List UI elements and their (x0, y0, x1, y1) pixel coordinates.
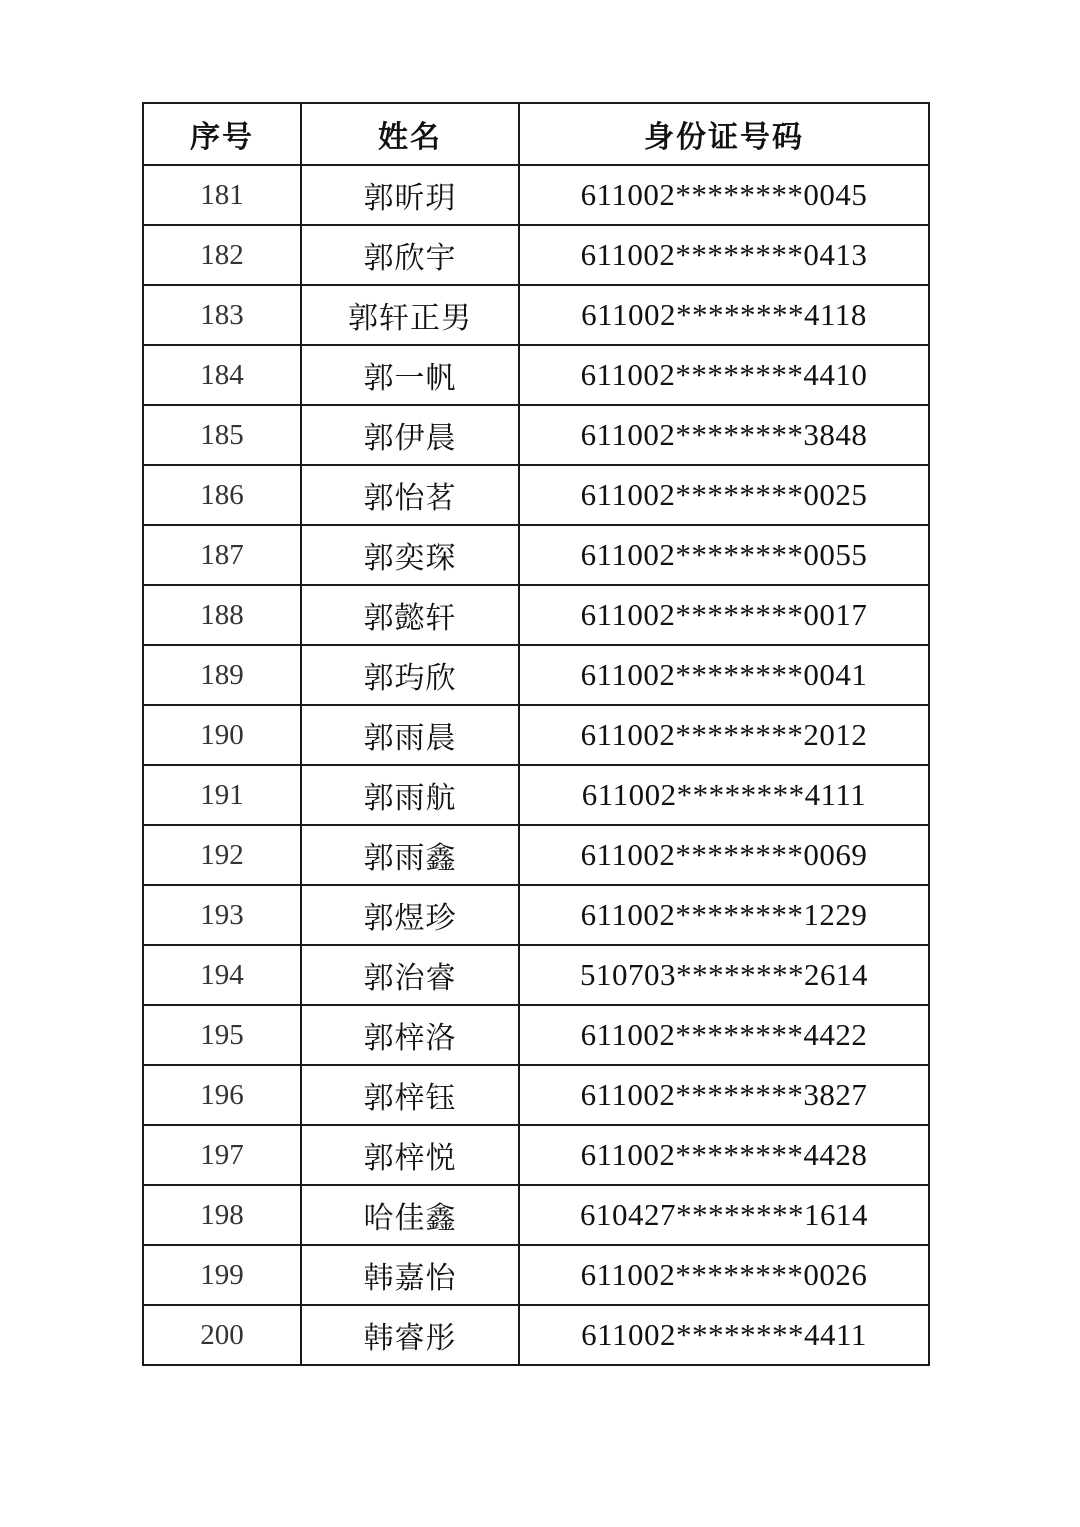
table-row (143, 525, 929, 585)
name-cell: 郭轩正男 (301, 285, 519, 345)
name-cell: 郭欣宇 (301, 225, 519, 285)
table-row (143, 645, 929, 705)
table-row (143, 885, 929, 945)
name-cell: 郭玙欣 (301, 645, 519, 705)
seq-cell: 186 (143, 465, 301, 525)
name-cell: 郭雨航 (301, 765, 519, 825)
seq-cell: 193 (143, 885, 301, 945)
header-name: 姓名 (301, 103, 519, 165)
table-row (143, 945, 929, 1005)
table-row (143, 225, 929, 285)
table-row (143, 825, 929, 885)
table-body (143, 165, 929, 1365)
name-cell: 韩睿彤 (301, 1305, 519, 1365)
seq-cell: 181 (143, 165, 301, 225)
name-cell: 郭怡茗 (301, 465, 519, 525)
id-number-cell: 611002********2012 (519, 705, 929, 765)
roster-table (142, 102, 930, 1366)
seq-cell: 199 (143, 1245, 301, 1305)
id-number-cell: 610427********1614 (519, 1185, 929, 1245)
id-number-cell: 611002********0045 (519, 165, 929, 225)
id-number-cell: 510703********2614 (519, 945, 929, 1005)
table-row (143, 1245, 929, 1305)
table-row (143, 1185, 929, 1245)
table-row (143, 765, 929, 825)
table-row (143, 585, 929, 645)
table-row (143, 405, 929, 465)
id-number-cell: 611002********4411 (519, 1305, 929, 1365)
seq-cell: 182 (143, 225, 301, 285)
name-cell: 郭煜珍 (301, 885, 519, 945)
seq-cell: 185 (143, 405, 301, 465)
name-cell: 郭雨晨 (301, 705, 519, 765)
name-cell: 郭梓洛 (301, 1005, 519, 1065)
name-cell: 郭雨鑫 (301, 825, 519, 885)
seq-cell: 191 (143, 765, 301, 825)
seq-cell: 184 (143, 345, 301, 405)
seq-cell: 189 (143, 645, 301, 705)
id-number-cell: 611002********0069 (519, 825, 929, 885)
table-row (143, 345, 929, 405)
header-id-number: 身份证号码 (519, 103, 929, 165)
id-number-cell: 611002********0041 (519, 645, 929, 705)
name-cell: 郭梓钰 (301, 1065, 519, 1125)
name-cell: 郭一帆 (301, 345, 519, 405)
seq-cell: 195 (143, 1005, 301, 1065)
name-cell: 郭昕玥 (301, 165, 519, 225)
id-number-cell: 611002********1229 (519, 885, 929, 945)
table-row (143, 165, 929, 225)
name-cell: 郭懿轩 (301, 585, 519, 645)
seq-cell: 194 (143, 945, 301, 1005)
table-row (143, 1305, 929, 1365)
table-row (143, 285, 929, 345)
id-number-cell: 611002********3848 (519, 405, 929, 465)
id-number-cell: 611002********0413 (519, 225, 929, 285)
id-number-cell: 611002********0025 (519, 465, 929, 525)
table-row (143, 705, 929, 765)
seq-cell: 197 (143, 1125, 301, 1185)
id-number-cell: 611002********4422 (519, 1005, 929, 1065)
name-cell: 韩嘉怡 (301, 1245, 519, 1305)
name-cell: 郭奕琛 (301, 525, 519, 585)
name-cell: 郭治睿 (301, 945, 519, 1005)
table-row (143, 1125, 929, 1185)
table-row (143, 465, 929, 525)
id-number-cell: 611002********4118 (519, 285, 929, 345)
id-number-cell: 611002********0017 (519, 585, 929, 645)
id-number-cell: 611002********4111 (519, 765, 929, 825)
seq-cell: 187 (143, 525, 301, 585)
seq-cell: 183 (143, 285, 301, 345)
table-header-row (143, 103, 929, 165)
table-row (143, 1065, 929, 1125)
seq-cell: 198 (143, 1185, 301, 1245)
name-cell: 郭梓悦 (301, 1125, 519, 1185)
id-number-cell: 611002********4428 (519, 1125, 929, 1185)
name-cell: 郭伊晨 (301, 405, 519, 465)
name-cell: 哈佳鑫 (301, 1185, 519, 1245)
id-number-cell: 611002********0055 (519, 525, 929, 585)
seq-cell: 190 (143, 705, 301, 765)
id-number-cell: 611002********4410 (519, 345, 929, 405)
id-number-cell: 611002********3827 (519, 1065, 929, 1125)
seq-cell: 192 (143, 825, 301, 885)
table-row (143, 1005, 929, 1065)
seq-cell: 188 (143, 585, 301, 645)
seq-cell: 196 (143, 1065, 301, 1125)
id-number-cell: 611002********0026 (519, 1245, 929, 1305)
header-seq: 序号 (143, 103, 301, 165)
seq-cell: 200 (143, 1305, 301, 1365)
